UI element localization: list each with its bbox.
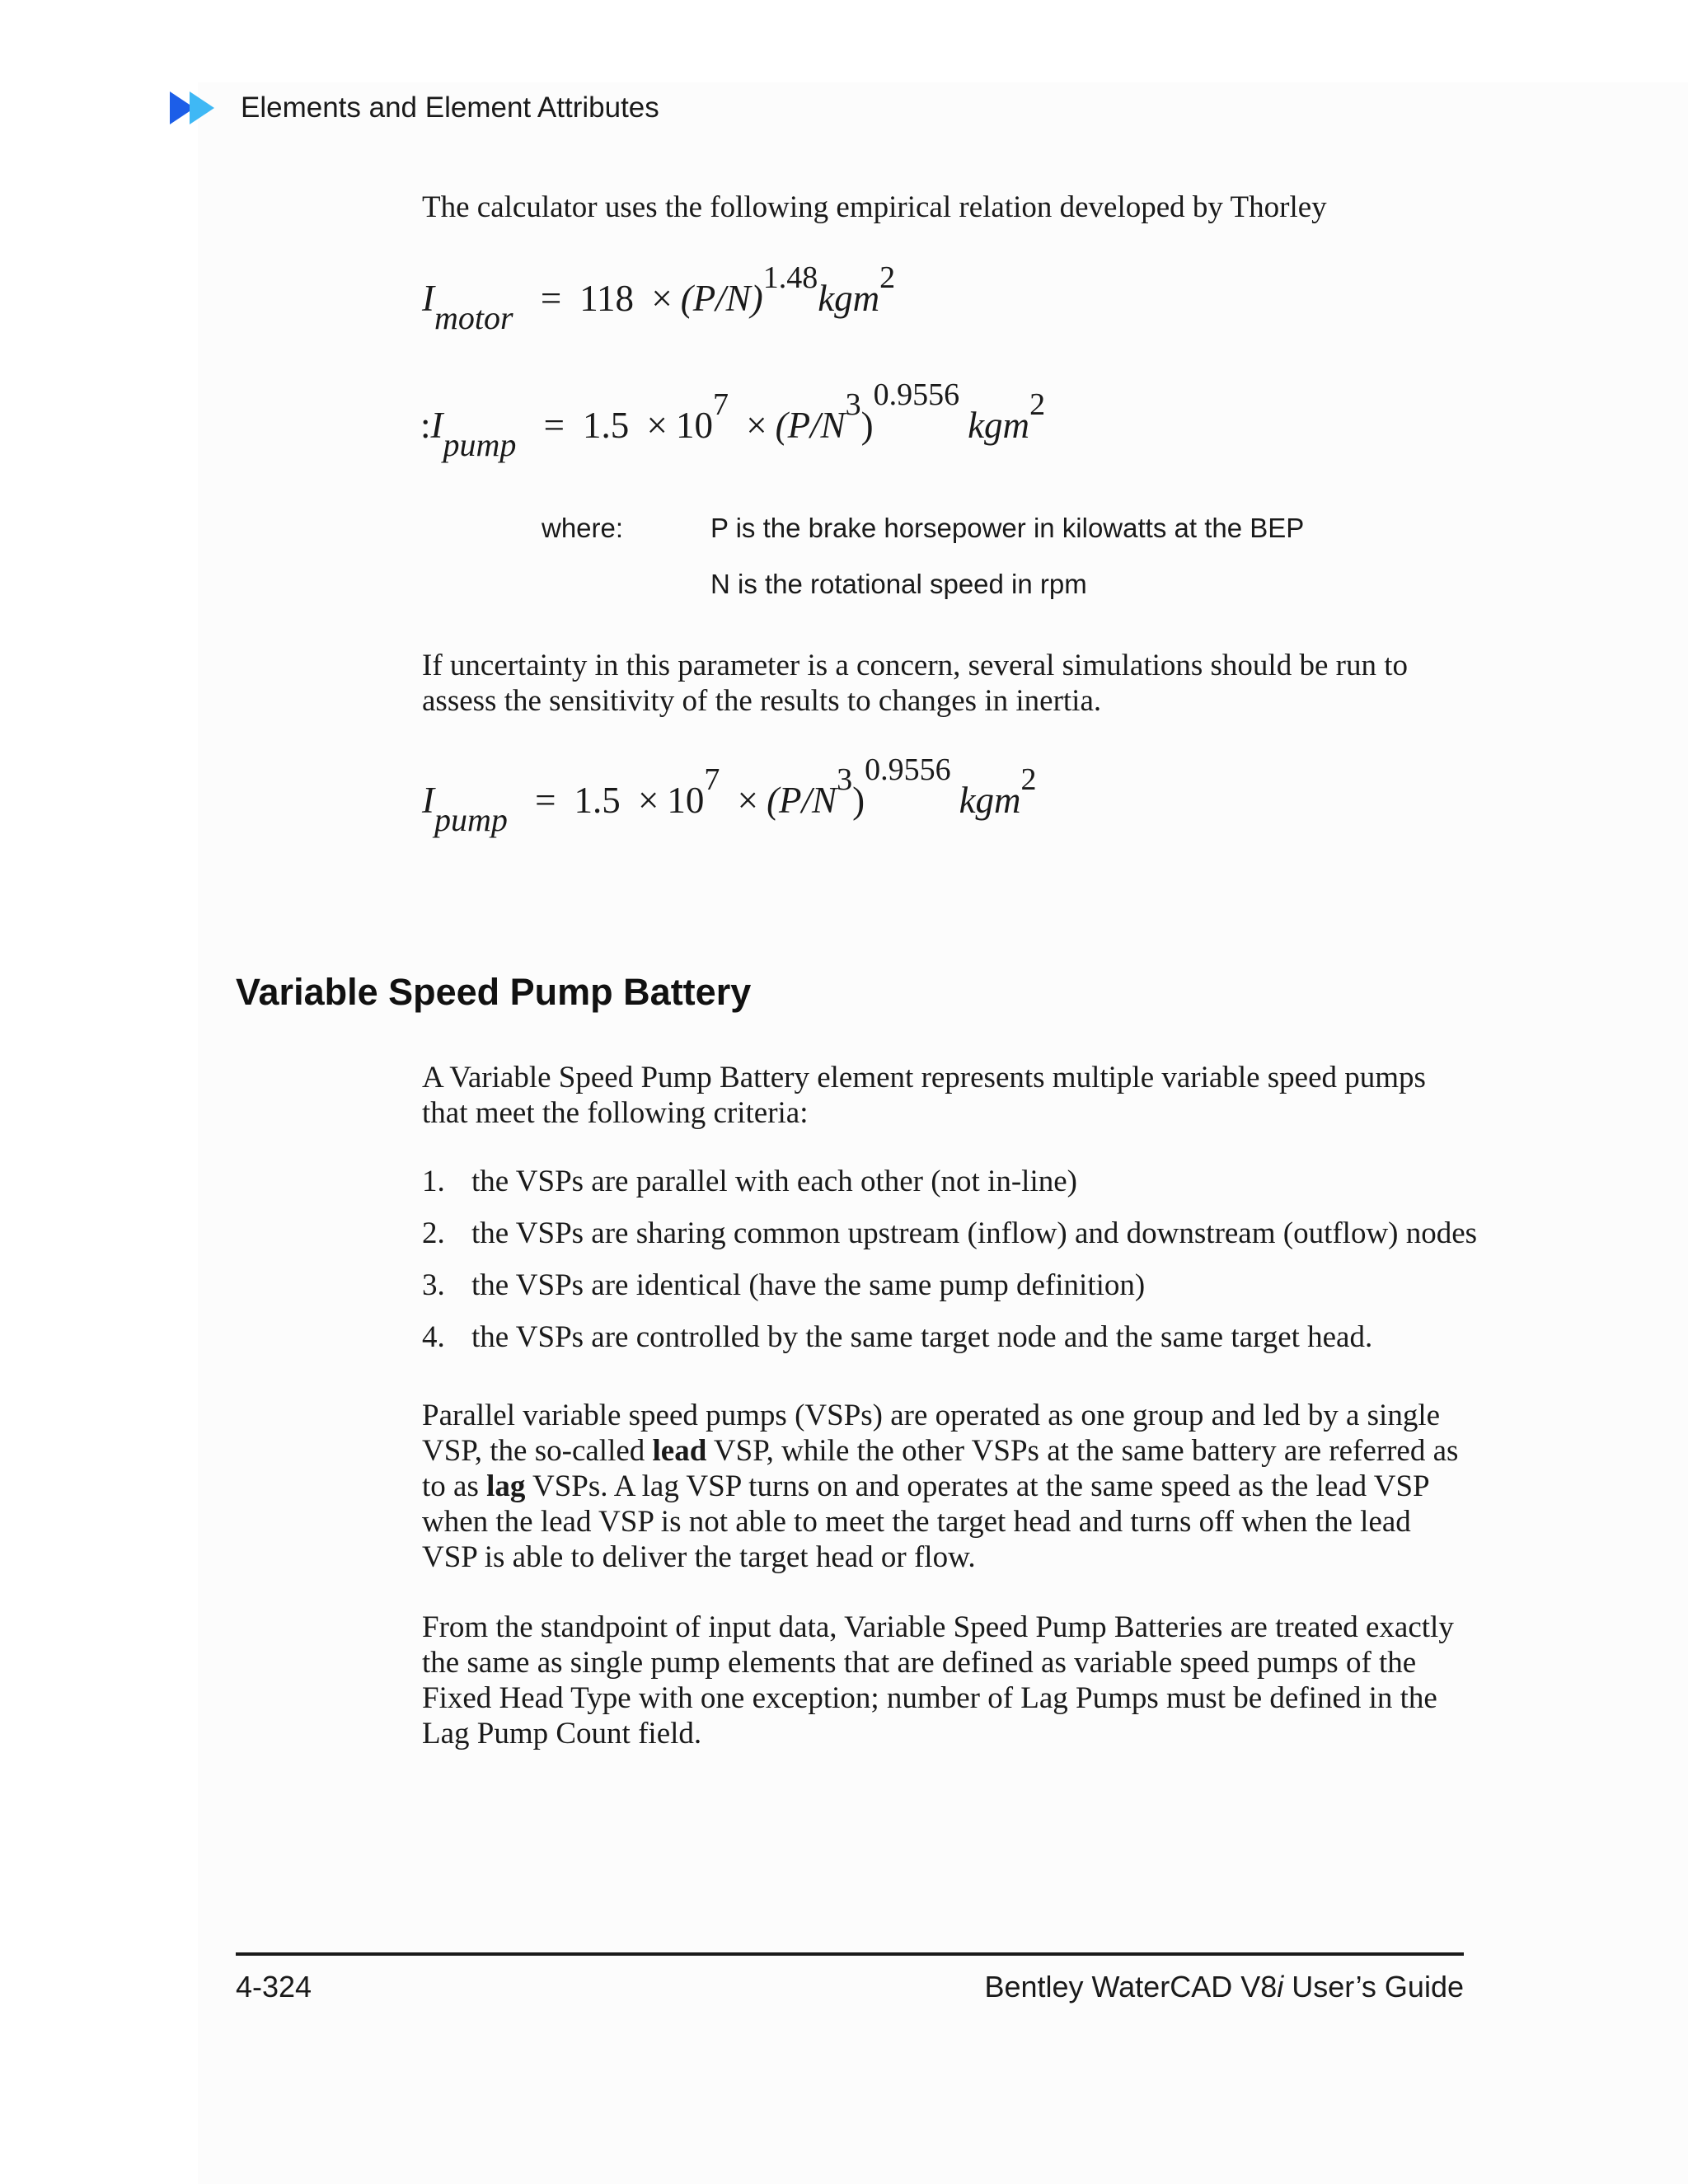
header-title: Elements and Element Attributes: [241, 91, 659, 124]
section-heading: Variable Speed Pump Battery: [236, 971, 752, 1013]
definition-n: N is the rotational speed in rpm: [710, 569, 1087, 599]
list-item: 1. the VSPs are parallel with each other (not in-line): [422, 1165, 1077, 1198]
running-header: [170, 85, 659, 131]
list-item: 2. the VSPs are sharing common upstream (inflow) and downstream (outflow) nodes: [422, 1216, 1478, 1250]
definition-p: P is the brake horsepower in kilowatts at the BEP: [710, 513, 1305, 543]
footer-divider: [236, 1952, 1464, 1956]
equation-pump-inertia: :Ipump = $1.5 \times 10^7 \times (P/N^3)^{0.9556}kgm^2$: [420, 377, 1046, 463]
intro-paragraph: The calculator uses the following empirical relation developed by Thorley: [422, 190, 1327, 224]
equation-pump-inertia-repeat: Ipump = $1.5 \times 10^7 \times (P/N^3)^{0.9556}kgm^2$: [422, 752, 1037, 838]
criteria-list: [422, 1164, 1477, 1371]
lead-term: lead: [652, 1434, 707, 1468]
section-intro-paragraph: A Variable Speed Pump Battery element represents multiple variable speed pumps that meet the following criteria:: [422, 1061, 1426, 1130]
input-data-paragraph: From the standpoint of input data, Variable Speed Pump Batteries are treated exactly the same as single pump elements that are defined as variable speed pumps of the Fixed Head Type with one exception; number of Lag Pumps must be defined in the Lag Pump Count field.: [422, 1610, 1454, 1750]
lead-lag-paragraph: Parallel variable speed pumps (VSPs) are operated as one group and led by a single VSP, the so-called lead VSP, while the other VSPs at the same battery are referred as to as lag VSPs. A lag VSP turns on and operates at the same speed as the lead VSP when the lead VSP is not able to meet the target head and turns off when the lead VSP is able to deliver the target head or flow.: [422, 1399, 1459, 1574]
equation-motor-inertia: Imotor = $118 \times (P/N)^{1.48}kgm^2$: [422, 260, 896, 336]
where-label: where:: [542, 513, 624, 543]
page-number: 4-324: [236, 1970, 312, 2004]
uncertainty-paragraph: If uncertainty in this parameter is a concern, several simulations should be run to assess the sensitivity of the results to changes in inertia.: [422, 649, 1408, 718]
list-item: 3. the VSPs are identical (have the same pump definition): [422, 1268, 1146, 1302]
list-item: 4. the VSPs are controlled by the same target node and the same target head.: [422, 1320, 1373, 1354]
double-chevron-right-icon: [170, 88, 223, 128]
lag-term: lag: [486, 1469, 526, 1503]
guide-title: Bentley WaterCAD V8i User’s Guide: [984, 1970, 1464, 2004]
